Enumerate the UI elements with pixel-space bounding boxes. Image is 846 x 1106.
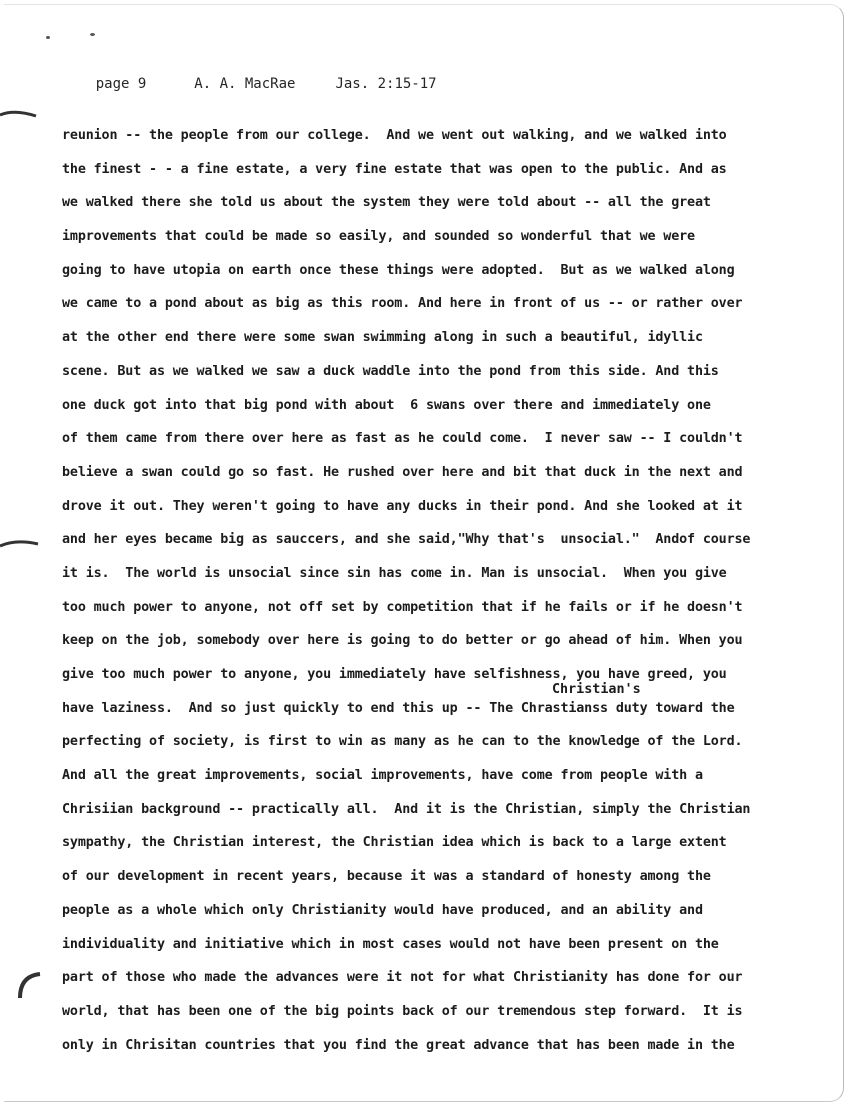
text-line: perfecting of society, is first to win as many as he can to the knowledge of the Lord. bbox=[62, 734, 743, 750]
scripture-reference: Jas. 2:15-17 bbox=[335, 76, 437, 92]
text-line: Chrisiian background -- practically all. And it is the Christian, simply the Christian bbox=[62, 801, 751, 817]
text-line: world, that has been one of the big points back of our tremendous step forward. It is bbox=[62, 1003, 743, 1019]
text-line: it is. The world is unsocial since sin has come in. Man is unsocial. When you give bbox=[62, 565, 727, 581]
text-line: keep on the job, somebody over here is going to do better or go ahead of him. When you bbox=[62, 633, 743, 649]
binder-hole-mark bbox=[0, 108, 44, 120]
text-line: part of those who made the advances were it not for what Christianity has done for our bbox=[62, 970, 743, 986]
text-line: have laziness. And so just quickly to end this up -- The Chrastianss duty toward the bbox=[62, 700, 735, 716]
text-line: we walked there she told us about the system they were told about -- all the great bbox=[62, 195, 711, 211]
text-line: improvements that could be made so easily, and sounded so wonderful that we were bbox=[62, 229, 695, 245]
text-line: only in Chrisitan countries that you find the great advance that has been made in the bbox=[62, 1037, 735, 1053]
text-line: the finest - - a fine estate, a very fine estate that was open to the public. And as bbox=[62, 161, 727, 177]
text-line: and her eyes became big as sauccers, and she said,"Why that's unsocial." Andof course bbox=[62, 532, 751, 548]
text-line: one duck got into that big pond with about 6 swans over there and immediately one bbox=[62, 397, 711, 413]
text-line: of our development in recent years, because it was a standard of honesty among the bbox=[62, 869, 711, 885]
text-line: And all the great improvements, social improvements, have come from people with a bbox=[62, 768, 703, 784]
handwritten-correction: Christian's bbox=[552, 682, 641, 697]
ink-speck bbox=[46, 36, 50, 39]
text-line: sympathy, the Christian interest, the Christian idea which is back to a large extent bbox=[62, 835, 727, 851]
page-header bbox=[62, 60, 437, 108]
binder-hole-mark bbox=[0, 970, 44, 1000]
text-line: too much power to anyone, not off set by competition that if he fails or if he doesn't bbox=[62, 599, 743, 615]
binder-hole-mark bbox=[0, 538, 44, 550]
text-line: of them came from there over here as fast as he could come. I never saw -- I couldn't bbox=[62, 431, 743, 447]
text-line: drove it out. They weren't going to have any ducks in their pond. And she looked at it bbox=[62, 498, 743, 514]
text-line: we came to a pond about as big as this room. And here in front of us -- or rather over bbox=[62, 296, 743, 312]
page-number: page 9 bbox=[95, 76, 147, 92]
text-line: reunion -- the people from our college. And we went out walking, and we walked into bbox=[62, 128, 727, 143]
text-line: scene. But as we walked we saw a duck waddle into the pond from this side. And this bbox=[62, 363, 719, 379]
text-line: at the other end there were some swan swimming along in such a beautiful, idyllic bbox=[62, 330, 703, 346]
text-line: give too much power to anyone, you immediately have selfishness, you have greed, you bbox=[62, 667, 727, 682]
ink-speck bbox=[90, 33, 95, 36]
author-name: A. A. MacRae bbox=[194, 76, 296, 92]
text-line: individuality and initiative which in most cases would not have been present on the bbox=[62, 936, 719, 952]
transcript-body bbox=[62, 125, 802, 1068]
text-line: going to have utopia on earth once these things were adopted. But as we walked along bbox=[62, 262, 735, 278]
text-line: people as a whole which only Christianity would have produced, and an ability and bbox=[62, 902, 703, 918]
text-line: believe a swan could go so fast. He rushed over here and bit that duck in the next and bbox=[62, 464, 743, 480]
